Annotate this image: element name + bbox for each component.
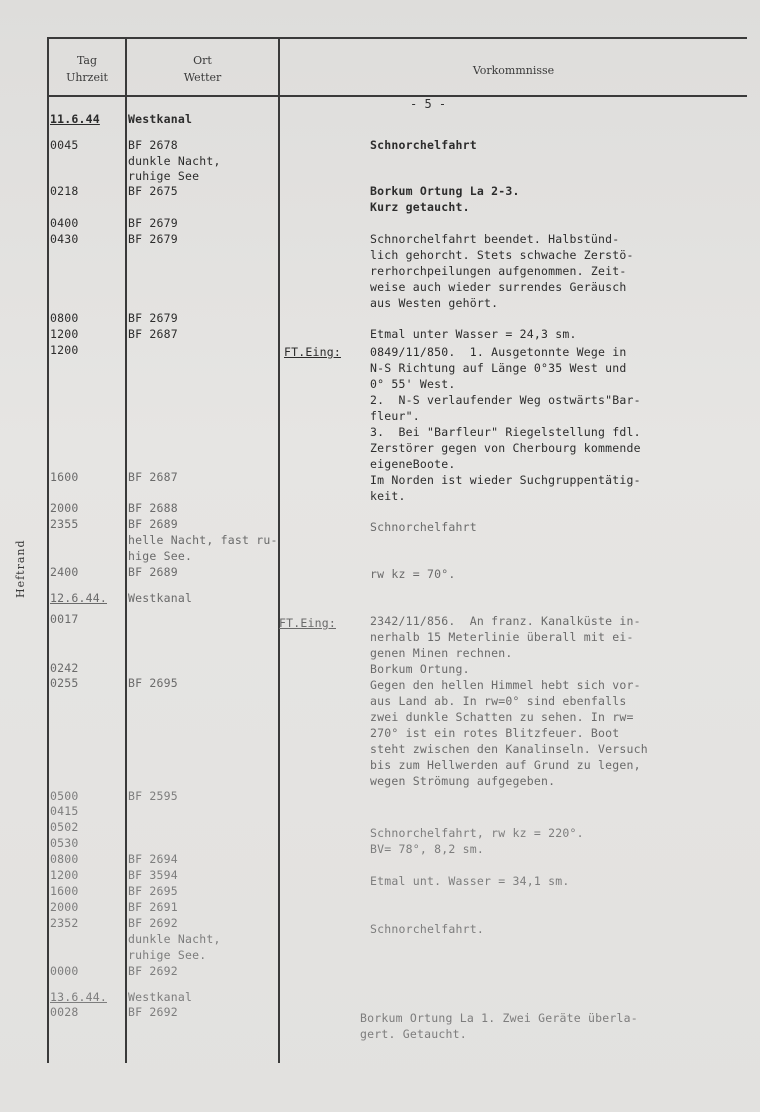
weather-entry: dunkle Nacht, <box>128 932 221 946</box>
time-entry: 1200 <box>50 343 79 357</box>
event-text: 2342/11/856. An franz. Kanalküste in- <box>370 614 641 628</box>
location-entry: BF 2675 <box>128 184 178 198</box>
ft-eing-marker: FT.Eing: <box>284 345 341 359</box>
date-entry: 13.6.44. <box>50 990 107 1004</box>
heftrand-label: Heftrand <box>14 539 27 598</box>
event-text: 0° 55' West. <box>370 377 456 391</box>
event-text: Kurz getaucht. <box>370 200 470 214</box>
header-bottom-border <box>47 95 747 97</box>
location-entry: BF 2695 <box>128 884 178 898</box>
time-entry: 0028 <box>50 1005 79 1019</box>
event-text: Zerstörer gegen von Cherbourg kommende <box>370 441 641 455</box>
event-text: Etmal unter Wasser = 24,3 sm. <box>370 327 577 341</box>
event-text: Gegen den hellen Himmel hebt sich vor- <box>370 678 641 692</box>
header-ort: Ort <box>193 54 212 67</box>
location-entry: BF 2679 <box>128 311 178 325</box>
event-text: Schnorchelfahrt beendet. Halbstünd- <box>370 232 620 246</box>
location-entry: BF 2692 <box>128 1005 178 1019</box>
time-entry: 0255 <box>50 676 79 690</box>
event-text: 2. N-S verlaufender Weg ostwärts"Bar- <box>370 393 641 407</box>
weather-entry: ruhige See <box>128 169 200 183</box>
event-text: keit. <box>370 489 406 503</box>
header-wetter: Wetter <box>183 71 222 84</box>
event-text: N-S Richtung auf Länge 0°35 West und <box>370 361 627 375</box>
left-border <box>47 37 49 1063</box>
event-text: Im Norden ist wieder Suchgruppentätig- <box>370 473 641 487</box>
time-entry: 0415 <box>50 804 79 818</box>
event-text: fleur". <box>370 409 420 423</box>
location-entry: BF 2687 <box>128 327 178 341</box>
location-entry: Westkanal <box>128 591 193 605</box>
location-entry: BF 2679 <box>128 216 178 230</box>
time-entry: 1200 <box>50 327 79 341</box>
event-text: 270° ist ein rotes Blitzfeuer. Boot <box>370 726 620 740</box>
location-entry: BF 2687 <box>128 470 178 484</box>
event-text: Etmal unt. Wasser = 34,1 sm. <box>370 874 570 888</box>
page-number: - 5 - <box>410 97 447 111</box>
header-tag: Tag <box>76 54 98 67</box>
time-entry: 0430 <box>50 232 79 246</box>
time-entry: 0017 <box>50 612 79 626</box>
location-entry: BF 2678 <box>128 138 178 152</box>
location-entry: Westkanal <box>128 990 193 1004</box>
header-uhrzeit: Uhrzeit <box>66 71 108 84</box>
header-vorkommnisse: Vorkommnisse <box>472 64 555 77</box>
event-text: aus Westen gehört. <box>370 296 499 310</box>
date-entry: 12.6.44. <box>50 591 107 605</box>
weather-entry: hige See. <box>128 549 193 563</box>
event-text: nerhalb 15 Meterlinie überall mit ei- <box>370 630 634 644</box>
event-text: zwei dunkle Schatten zu sehen. In rw= <box>370 710 634 724</box>
event-text: wegen Strömung aufgegeben. <box>370 774 556 788</box>
event-text: 0849/11/850. 1. Ausgetonnte Wege in <box>370 345 627 359</box>
event-text: Schnorchelfahrt. <box>370 922 484 936</box>
top-border <box>47 37 747 39</box>
location-entry: BF 2679 <box>128 232 178 246</box>
event-text: genen Minen rechnen. <box>370 646 513 660</box>
time-entry: 0242 <box>50 661 79 675</box>
location-entry: BF 2695 <box>128 676 178 690</box>
time-entry: 0800 <box>50 852 79 866</box>
event-text: BV= 78°, 8,2 sm. <box>370 842 484 856</box>
date-entry: 11.6.44 <box>50 112 100 126</box>
event-text: Borkum Ortung La 2-3. <box>370 184 520 198</box>
event-text: gert. Getaucht. <box>360 1027 467 1041</box>
event-text: 3. Bei "Barfleur" Riegelstellung fdl. <box>370 425 641 439</box>
time-entry: 0530 <box>50 836 79 850</box>
col2-divider <box>278 37 280 1063</box>
event-text: eigeneBoote. <box>370 457 456 471</box>
time-entry: 0502 <box>50 820 79 834</box>
time-entry: 2352 <box>50 916 79 930</box>
header-tag-uhrzeit <box>49 52 125 86</box>
location-entry: Westkanal <box>128 112 193 126</box>
event-text: Borkum Ortung. <box>370 662 470 676</box>
time-entry: 2355 <box>50 517 79 531</box>
weather-entry: helle Nacht, fast ru- <box>128 533 278 547</box>
time-entry: 0500 <box>50 789 79 803</box>
event-text: lich gehorcht. Stets schwache Zerstö- <box>370 248 634 262</box>
weather-entry: dunkle Nacht, <box>128 154 221 168</box>
time-entry: 2000 <box>50 900 79 914</box>
location-entry: BF 2691 <box>128 900 178 914</box>
location-entry: BF 2595 <box>128 789 178 803</box>
event-text: Schnorchelfahrt <box>370 520 477 534</box>
event-text: Borkum Ortung La 1. Zwei Geräte überla- <box>360 1011 638 1025</box>
header-ort-wetter <box>127 52 278 86</box>
event-text: rerhorchpeilungen aufgenommen. Zeit- <box>370 264 627 278</box>
time-entry: 0400 <box>50 216 79 230</box>
weather-entry: ruhige See. <box>128 948 207 962</box>
location-entry: BF 2692 <box>128 964 178 978</box>
time-entry: 2000 <box>50 501 79 515</box>
event-text: Schnorchelfahrt <box>370 138 477 152</box>
time-entry: 0045 <box>50 138 79 152</box>
time-entry: 1600 <box>50 470 79 484</box>
event-text: rw kz = 70°. <box>370 567 456 581</box>
event-text: Schnorchelfahrt, rw kz = 220°. <box>370 826 584 840</box>
time-entry: 0000 <box>50 964 79 978</box>
event-text: weise auch wieder surrendes Geräusch <box>370 280 627 294</box>
location-entry: BF 2694 <box>128 852 178 866</box>
time-entry: 1200 <box>50 868 79 882</box>
event-text: aus Land ab. In rw=0° sind ebenfalls <box>370 694 627 708</box>
time-entry: 1600 <box>50 884 79 898</box>
location-entry: BF 2689 <box>128 565 178 579</box>
location-entry: BF 2689 <box>128 517 178 531</box>
time-entry: 0218 <box>50 184 79 198</box>
event-text: bis zum Hellwerden auf Grund zu legen, <box>370 758 641 772</box>
time-entry: 0800 <box>50 311 79 325</box>
ft-eing-marker: FT.Eing: <box>279 616 336 630</box>
event-text: steht zwischen den Kanalinseln. Versuch <box>370 742 648 756</box>
location-entry: BF 3594 <box>128 868 178 882</box>
location-entry: BF 2692 <box>128 916 178 930</box>
time-entry: 2400 <box>50 565 79 579</box>
location-entry: BF 2688 <box>128 501 178 515</box>
col1-divider <box>125 37 127 1063</box>
